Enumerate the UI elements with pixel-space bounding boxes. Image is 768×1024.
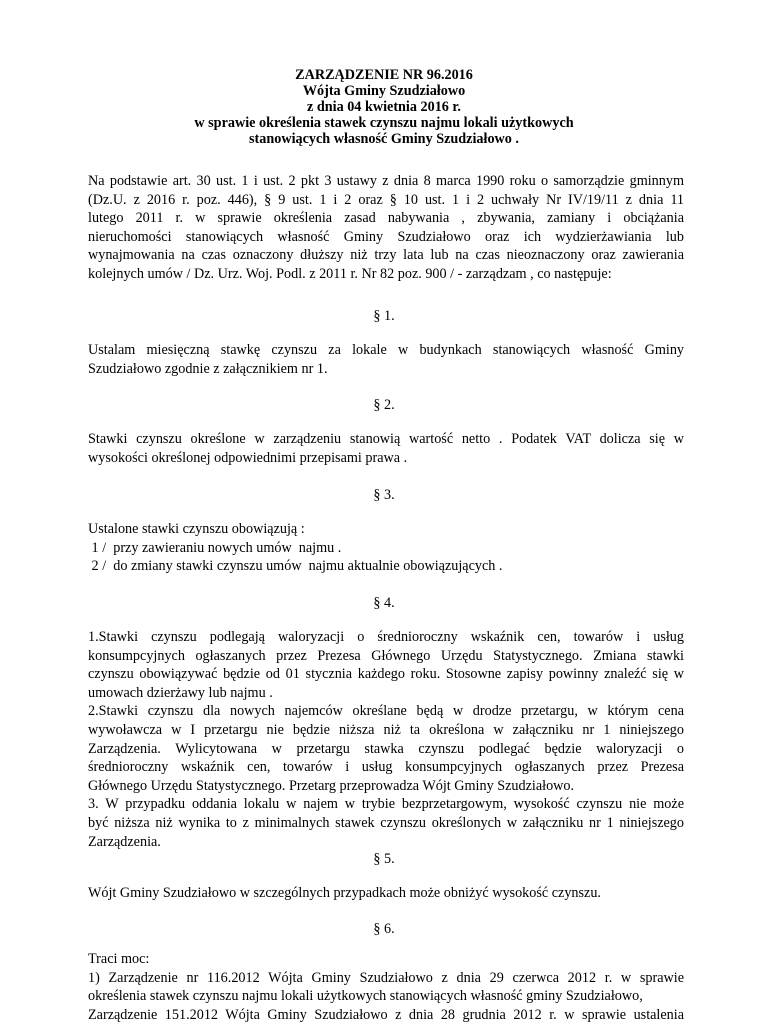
section-5-title: § 5.: [373, 851, 395, 867]
title-date: z dnia 04 kwietnia 2016 r.: [307, 99, 461, 115]
section-6-title: § 6.: [373, 921, 395, 937]
title-subject-cont: stanowiących własność Gminy Szudziałowo .: [249, 131, 519, 147]
intro-paragraph: Na podstawie art. 30 ust. 1 i ust. 2 pkt 3 ustawy z dnia 8 marca 1990 roku o samorządzie gminnym (Dz.U. z 2016 r. poz. 446), § 9 ust. 1 i 2 oraz § 10 ust. 1 i 2 uchwały Nr IV/19/11 z dnia 11 lutego 2011 r. w sprawie określenia zasad nabywania , zbywania, zamiany i obciążania nieruchomości stanowiących własność Gminy Szudziałowo oraz ich wydzierżawiania lub wynajmowania na czas oznaczony dłuższy niż trzy lata lub na czas nieoznaczony oraz zawierania kolejnych umów / Dz. Urz. Woj. Podl. z 2011 r. Nr 82 poz. 900 / - zarządzam , co następuje:: [88, 173, 684, 282]
section-3-text: Ustalone stawki czynszu obowiązują : 1 / przy zawieraniu nowych umów najmu . 2 / do zmiany stawki czynszu umów najmu aktualnie obowiązujących .: [88, 521, 503, 575]
section-4-text: 1.Stawki czynszu podlegają waloryzacji o średnioroczny wskaźnik cen, towarów i usług konsumpcyjnych ogłaszanych przez Prezesa Głównego Urzędu Statystycznego. Zmiana stawki czynszu obowiązywać będzie od 01 stycznia każdego roku. Stosowne zapisy powinny znaleźć się w umowach dzierżawy lub najmu . 2.Stawki czynszu dla nowych najemców określane będą w drodze przetargu, w którym cena wywoławcza w I przetargu nie będzie niższa niż ta określona w załączniku nr 1 niniejszego Zarządzenia. Wylicytowana w przetargu stawka czynszu podlegać będzie waloryzacji o średnioroczny wskaźnik cen, towarów i usług konsumpcyjnych ogłaszanych przez Prezesa Głównego Urzędu Statystycznego. Przetarg przeprowadza Wójt Gminy Szudziałowo. 3. W przypadku oddania lokalu w najem w trybie bezprzetargowym, wysokość czynszu nie może być niższa niż wynika to z minimalnych stawek czynszu określonych w załączniku nr 1 niniejszego Zarządzenia.: [88, 629, 684, 850]
title-number: ZARZĄDZENIE NR 96.2016: [295, 67, 473, 83]
section-1-text: Ustalam miesięczną stawkę czynszu za lokale w budynkach stanowiących własność Gminy Szudziałowo zgodnie z załącznikiem nr 1.: [88, 342, 684, 377]
title-subject: w sprawie określenia stawek czynszu najmu lokali użytkowych: [194, 115, 574, 131]
section-2-text: Stawki czynszu określone w zarządzeniu stanowią wartość netto . Podatek VAT dolicza się w wysokości określonej odpowiednimi przepisami prawa .: [88, 431, 684, 466]
document-header: [0, 67, 768, 147]
section-5-text: Wójt Gminy Szudziałowo w szczególnych przypadkach może obniżyć wysokość czynszu.: [88, 885, 601, 901]
section-4-title: § 4.: [373, 595, 395, 611]
section-6-text: Traci moc: 1) Zarządzenie nr 116.2012 Wójta Gminy Szudziałowo z dnia 29 czerwca 2012 r. w sprawie określenia stawek czynszu najmu lokali użytkowych stanowiących własność gminy Szudziałowo, Zarządzenie 151.2012 Wójta Gminy Szudziałowo z dnia 28 grudnia 2012 r. w sprawie ustalenia: [88, 951, 684, 1023]
title-authority: Wójta Gminy Szudziałowo: [302, 83, 466, 99]
section-2-title: § 2.: [373, 397, 395, 413]
section-3-title: § 3.: [373, 487, 395, 503]
section-1-title: § 1.: [373, 308, 395, 324]
